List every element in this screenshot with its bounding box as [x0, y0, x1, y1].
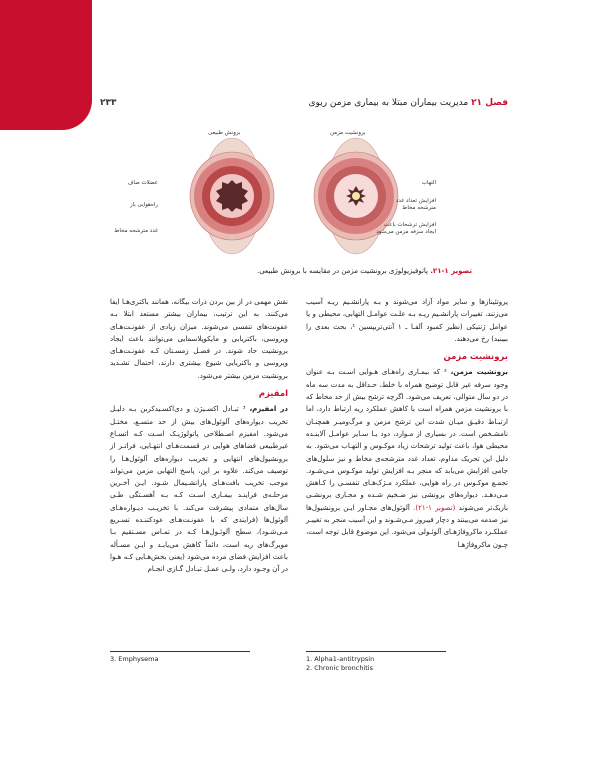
figure-caption-number: تصویر ۱-۲۱.: [430, 267, 472, 275]
paragraph: پروتئینازها و سایر مواد آزاد می‌شوند و بـه پارانشـیم ریـه آسیب می‌زنند. تغییرات پارانشـیم ریـه بـه علـت عوامـل التهابی، محیطی و یا عوامل ژنتیکی (نظیر کمبود آلفـا ـ ۱ آنتی‌تریپسین ¹، بحث بعدی را ببینید) رخ می‌دهند.: [306, 298, 508, 343]
normal-bronchus: [190, 138, 274, 254]
footnote: 3. Emphysema: [110, 655, 159, 663]
label-increased-glands: افزایش تعداد غدد مترشحه مخاط: [395, 198, 436, 211]
footnote: 2. Chronic bronchitis: [306, 664, 373, 672]
term-emphysema: در امفیزم،: [249, 405, 288, 414]
label-normal-bronchus: برونش طبیعی: [208, 130, 241, 136]
chapter-title: مدیریت بیماران مبتلا به بیماری مزمن ریوی: [308, 98, 469, 108]
left-text-column: [110, 296, 288, 576]
paragraph: [306, 366, 508, 550]
paragraph-text: ² که بیمـاری راه‌هـای هـوایی اسـت بـه عنوان وجود سرفه غیر قابل توضیح همراه با خلط، حـداقل به مدت سه ماه در دو سال متوالی، تعریف می‌شود. اگرچه ترشح بیش از حد مخاط که با برونشیت مزمن همراه است با کاهش عملکرد ریه ارتباط دارد، اما ارتبـاط دقیـق میـان شدت این ترشح مزمن و مرگ‌ومیـر همچنـان نامشـخص است. در بسیاری از مـوارد، دود یـا سـایر عوامـل آلاینـده محیطی هوا، باعث تولید ترشحات زیاد موکـوس و التهـاب می‌شود. به دلیل این تحریک مداوم، تعداد غدد مترشحه‌ی مخاط و نیز سلول‌های جامی افزایش می‌یابد که منجر بـه افزایش تولید موکـوس مـی‌شـود. تجمـع موکـوس در راه هوایی، عملکرد مـژک‌هـای تنفسـی را کـاهش مـی‌دهـد. دیواره‌های برونشی نیز ضـخیم شـده و مجـاری برونشـی باریک‌تر می‌شوند: [306, 368, 509, 512]
label-increased-secretions: افزایش ترشحات باعث ایجاد سرفه مزمن می‌شود: [376, 222, 436, 235]
chapter-number: فصل ۲۱: [471, 98, 508, 108]
bronchus-illustration: [170, 128, 420, 260]
right-text-column: [306, 296, 508, 551]
footnote: 1. Alpha1-antitrypsin: [306, 655, 375, 663]
footnote-divider: [306, 651, 446, 652]
label-smooth-muscle: عضلات صاف: [127, 180, 158, 186]
section-heading-emphysema: امفیزم: [258, 389, 288, 400]
paragraph: نقش مهمی در از بین بردن ذرات بیگانه، همانند باکتری‌هـا ایفا می‌کنند. به این ترتیب، بیماران بیشتر مستعد ابتلا بـه عفونت‌های تنفسی می‌شوند. میزان زیادی از عفونـت‌هـای ویروسی، باکتریایی و مایکوپلاسمایی می‌توانند باعث ایجاد برونشیت حاد شوند. در فصـل زمسـتان کـه عفونـت‌هـای ویروسی و باکتریایی شیوع بیشتری دارند، احتمال تشـدید برونشیت مزمن بیشتر می‌شود.: [110, 298, 288, 380]
label-chronic-bronchitis: برونشیت مزمن: [330, 130, 366, 136]
page-number: ۲۳۳: [100, 98, 117, 108]
section-heading-chronic-bronchitis: برونشیت مزمن: [443, 352, 508, 363]
label-mucous-glands: غدد مترشحه مخاط: [114, 228, 158, 234]
paragraph: [110, 403, 288, 575]
label-inflammation: التهاب: [421, 180, 436, 186]
chronic-bronchitis-bronchus: [314, 138, 398, 254]
bronchus-figure: [170, 128, 420, 260]
label-open-airway: راه‌هوایی باز: [129, 202, 158, 208]
figure-caption: [170, 266, 472, 276]
figure-reference: (تصویر ۱-۲۱).: [413, 503, 456, 512]
chapter-tab: [0, 0, 92, 130]
paragraph-text: آلوئول‌های مجـاور ایـن برونشیول‌ها نیز صدمه می‌بینند و دچار فیبروز مـی‌شـوند و این آسیب منجر به تغییـر عملکـرد ماکروفاژهـای آلوئـولی می‌شود. این موضوع قابل توجه است، چـون ماکروفاژهـا: [306, 503, 508, 549]
figure-caption-text: پاتوفیزیولوژی برونشیت مزمن در مقایسه با برونش طبیعی.: [256, 267, 429, 275]
paragraph-text: ³ تبـادل اکسـیژن و دی‌اکسـیدکربن بـه دلیـل تخریب دیواره‌های آلوئول‌های بیش از حد متسـع، مختـل می‌شود. امفیزم اصـطلاحی پاتولوژیـک اسـت کـه اتسـاع غیرطبیعی فضاهای هوایی در قسمت‌هـای انتهـایی، فراتـر از برونشیول‌های انتهایی و تخریب دیواره‌های آلوئول‌هـا را توصیف می‌کند. علاوه بر این، پاسخ التهابی مزمن می‌تواند موجب تخریب بافت‌هـای پارانشـیمال شـود. ایـن آخـرین مرحلـه‌ی فراینـد بیمـاری اسـت کـه بـه آهسـتگی طـی سال‌های متمادی پیشرفت می‌کند. با تخریـب دیـواره‌هـای آلوئول‌ها (فرایندی که با عفونـت‌هـای عودکننـده تسـریع مـی‌شـود)، سطح آلوئـول‌هـا کـه در تمـاس مسـتقیم بـا مویرگ‌های ریه است، دائماً کاهش می‌یابـد و ایـن مسـأله باعث افزایش فضای مرده می‌شود (یعنی بخش‌هـایی کـه هـوا در آن وجـود دارد، ولـی عمـل تبـادل گـازی انجـام: [110, 405, 288, 574]
running-header: [100, 96, 508, 110]
term-chronic-bronchitis: برونشیت مزمن،: [450, 368, 508, 377]
footnote-divider: [110, 651, 250, 652]
